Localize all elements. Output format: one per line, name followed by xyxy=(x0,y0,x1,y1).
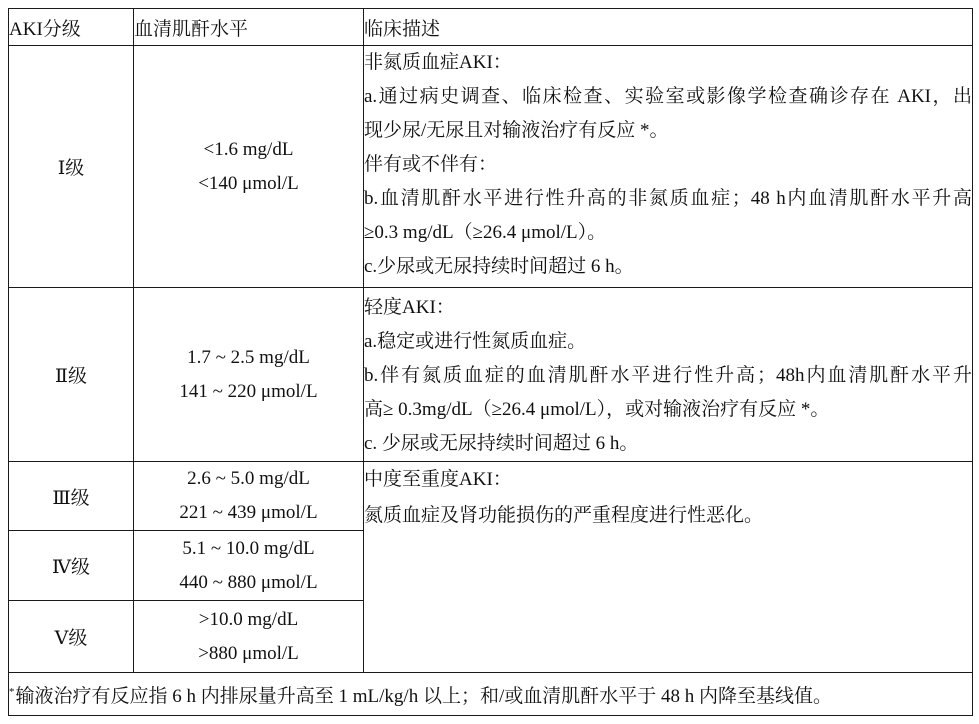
grade-label: Ⅱ级 xyxy=(55,366,87,387)
table-body xyxy=(9,46,973,716)
description-line: a.稳定或进行性氮质血症。 xyxy=(364,331,587,352)
creatinine-umol-l: <140 μmol/L xyxy=(198,172,299,194)
creatinine-cell xyxy=(134,46,364,288)
description-line: c.少尿或无尿持续时间超过 6 h。 xyxy=(364,256,634,277)
description-line: b.伴有氮质血症的血清肌酐水平进行性升高；48h内血清肌酐水平升 xyxy=(364,365,972,386)
description-line: 非氮质血症AKI： xyxy=(364,52,512,73)
header-grade: AKI分级 xyxy=(9,9,134,46)
creatinine-cell xyxy=(134,531,364,601)
table-header xyxy=(9,9,973,46)
creatinine-cell xyxy=(134,601,364,673)
description-line: a.通过病史调查、临床检查、实验室或影像学检查确诊存在 AKI，出 xyxy=(364,86,972,107)
creatinine-mg-dl: >10.0 mg/dL xyxy=(198,608,299,630)
grade-cell xyxy=(9,462,134,531)
grade-cell xyxy=(9,288,134,462)
creatinine-mg-dl: 2.6 ~ 5.0 mg/dL xyxy=(187,468,310,489)
creatinine-umol-l: 221 ~ 439 μmol/L xyxy=(179,502,318,523)
description-line: 现少尿/无尿且对输液治疗有反应 *。 xyxy=(364,120,669,141)
header-creatinine: 血清肌酐水平 xyxy=(134,9,364,46)
description-line: b.血清肌酐水平进行性升高的非氮质血症；48 h内血清肌酐水平升高 xyxy=(364,188,972,209)
creatinine-cell xyxy=(134,288,364,462)
description-cell xyxy=(364,46,973,288)
footnote-marker: * xyxy=(9,685,15,698)
creatinine-mg-dl: 5.1 ~ 10.0 mg/dL xyxy=(182,537,315,559)
creatinine-mg-dl: <1.6 mg/dL xyxy=(203,138,294,160)
header-description: 临床描述 xyxy=(364,9,973,46)
description-line: 轻度AKI： xyxy=(364,297,455,318)
aki-staging-table xyxy=(8,8,973,716)
table-row xyxy=(9,46,973,288)
header-row xyxy=(9,9,973,46)
creatinine-cell xyxy=(134,462,364,531)
description-cell-merged xyxy=(364,462,973,673)
description-line: 高≥ 0.3mg/dL（≥26.4 μmol/L），或对输液治疗有反应 *。 xyxy=(364,399,830,420)
creatinine-mg-dl: 1.7 ~ 2.5 mg/dL xyxy=(187,346,310,368)
description-line: 氮质血症及肾功能损伤的严重程度进行性恶化。 xyxy=(364,505,764,526)
table-row xyxy=(9,462,973,531)
description-line: ≥0.3 mg/dL（≥26.4 μmol/L）。 xyxy=(364,222,607,243)
creatinine-umol-l: 440 ~ 880 μmol/L xyxy=(179,571,318,593)
description-line: 中度至重度AKI： xyxy=(364,469,512,490)
footnote-cell xyxy=(9,673,973,716)
footnote-text: 输液治疗有反应指 6 h 内排尿量升高至 1 mL/kg/h 以上；和/或血清肌酐水平于 48 h 内降至基线值。 xyxy=(15,685,832,707)
creatinine-umol-l: 141 ~ 220 μmol/L xyxy=(179,380,318,402)
grade-label: Ⅰ级 xyxy=(57,158,85,179)
creatinine-umol-l: >880 μmol/L xyxy=(198,642,299,664)
grade-cell xyxy=(9,601,134,673)
footnote-row xyxy=(9,673,973,716)
grade-label: Ⅲ级 xyxy=(52,487,90,509)
table-row xyxy=(9,288,973,462)
description-cell xyxy=(364,288,973,462)
description-line: 伴有或不伴有： xyxy=(364,154,498,175)
grade-cell xyxy=(9,531,134,601)
grade-label: Ⅳ级 xyxy=(52,557,90,578)
grade-label: Ⅴ级 xyxy=(54,628,88,649)
grade-cell xyxy=(9,46,134,288)
description-line: c. 少尿或无尿持续时间超过 6 h。 xyxy=(364,433,639,454)
